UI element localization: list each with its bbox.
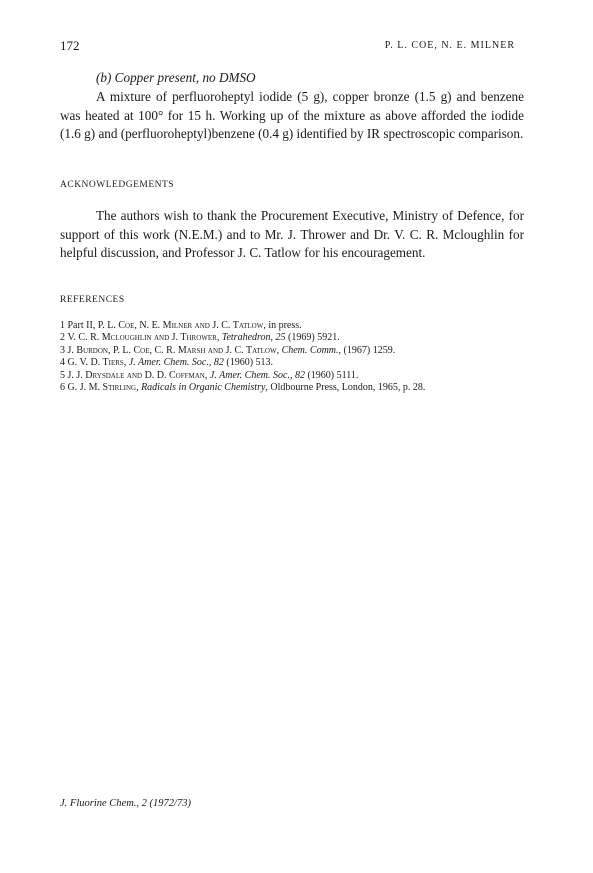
reference-details: (1960) 5111. xyxy=(304,369,359,381)
reference-authors: J. J. Drysdale and D. D. Coffman xyxy=(67,369,205,381)
reference-mid: , xyxy=(204,369,210,381)
reference-number: 2 xyxy=(60,332,65,344)
reference-authors: P. L. Coe, N. E. Milner and J. C. Tatlow xyxy=(97,320,264,331)
reference-authors: V. C. R. Mcloughlin and J. Thrower xyxy=(67,332,217,344)
reference-item xyxy=(60,357,530,369)
reference-journal: Tetrahedron, 25 xyxy=(221,332,286,344)
page-number: 172 xyxy=(60,38,80,53)
reference-details: (1969) 5921. xyxy=(285,332,340,344)
acknowledgements-heading: ACKNOWLEDGEMENTS xyxy=(60,180,175,190)
reference-item xyxy=(60,320,530,332)
reference-item xyxy=(60,382,530,394)
reference-item xyxy=(60,345,530,357)
reference-journal: J. Amer. Chem. Soc., 82 xyxy=(128,357,224,369)
reference-number: 3 xyxy=(60,344,65,356)
reference-journal: J. Amer. Chem. Soc., 82 xyxy=(209,369,305,381)
journal-citation-footer: J. Fluorine Chem., 2 (1972/73) xyxy=(60,798,191,809)
reference-mid: , xyxy=(276,344,282,356)
reference-mid: , in press. xyxy=(263,320,302,331)
reference-number: 6 xyxy=(60,382,65,394)
reference-authors: G. J. M. Stirling xyxy=(67,382,137,394)
reference-number: 4 xyxy=(60,357,65,369)
reference-mid: , xyxy=(136,382,142,394)
reference-authors: G. V. D. Tiers xyxy=(67,357,124,369)
acknowledgements-text: The authors wish to thank the Procurement Executive, Ministry of Defence, for support of this work (N.E.M.) and to Mr. J. Thrower and Dr. V. C. R. Mcloughlin for helpful discussion, and Professor J. C. Tatlow for his encouragement. xyxy=(60,208,524,260)
reference-details: (1960) 513. xyxy=(223,357,274,369)
reference-number: 5 xyxy=(60,369,65,381)
subsection-title: (b) Copper present, no DMSO xyxy=(96,70,256,85)
running-head: P. L. COE, N. E. MILNER xyxy=(384,40,515,51)
reference-number: 1 xyxy=(60,320,65,331)
reference-pre: Part II, xyxy=(67,320,98,331)
references-heading: REFERENCES xyxy=(60,295,125,305)
reference-item xyxy=(60,332,530,344)
reference-list xyxy=(60,320,530,394)
reference-details: , Oldbourne Press, London, 1965, p. 28. xyxy=(265,382,426,394)
reference-mid: , xyxy=(123,357,129,369)
reference-details: , (1967) 1259. xyxy=(338,344,396,356)
experimental-paragraph: A mixture of perfluoroheptyl iodide (5 g), copper bronze (1.5 g) and benzene was heated at 100° for 15 h. Working up of the mixture as above afforded the iodide (1.6 g) and (perfluoroheptyl)benzene (0.4 g) identified by IR spectroscopic comparison. xyxy=(60,89,524,141)
reference-journal: Chem. Comm. xyxy=(281,344,339,356)
reference-journal: Radicals in Organic Chemistry xyxy=(141,382,266,394)
reference-authors: J. Burdon, P. L. Coe, C. R. Marsh and J. C. Tatlow xyxy=(67,344,277,356)
reference-item xyxy=(60,370,530,382)
reference-mid: , xyxy=(216,332,222,344)
